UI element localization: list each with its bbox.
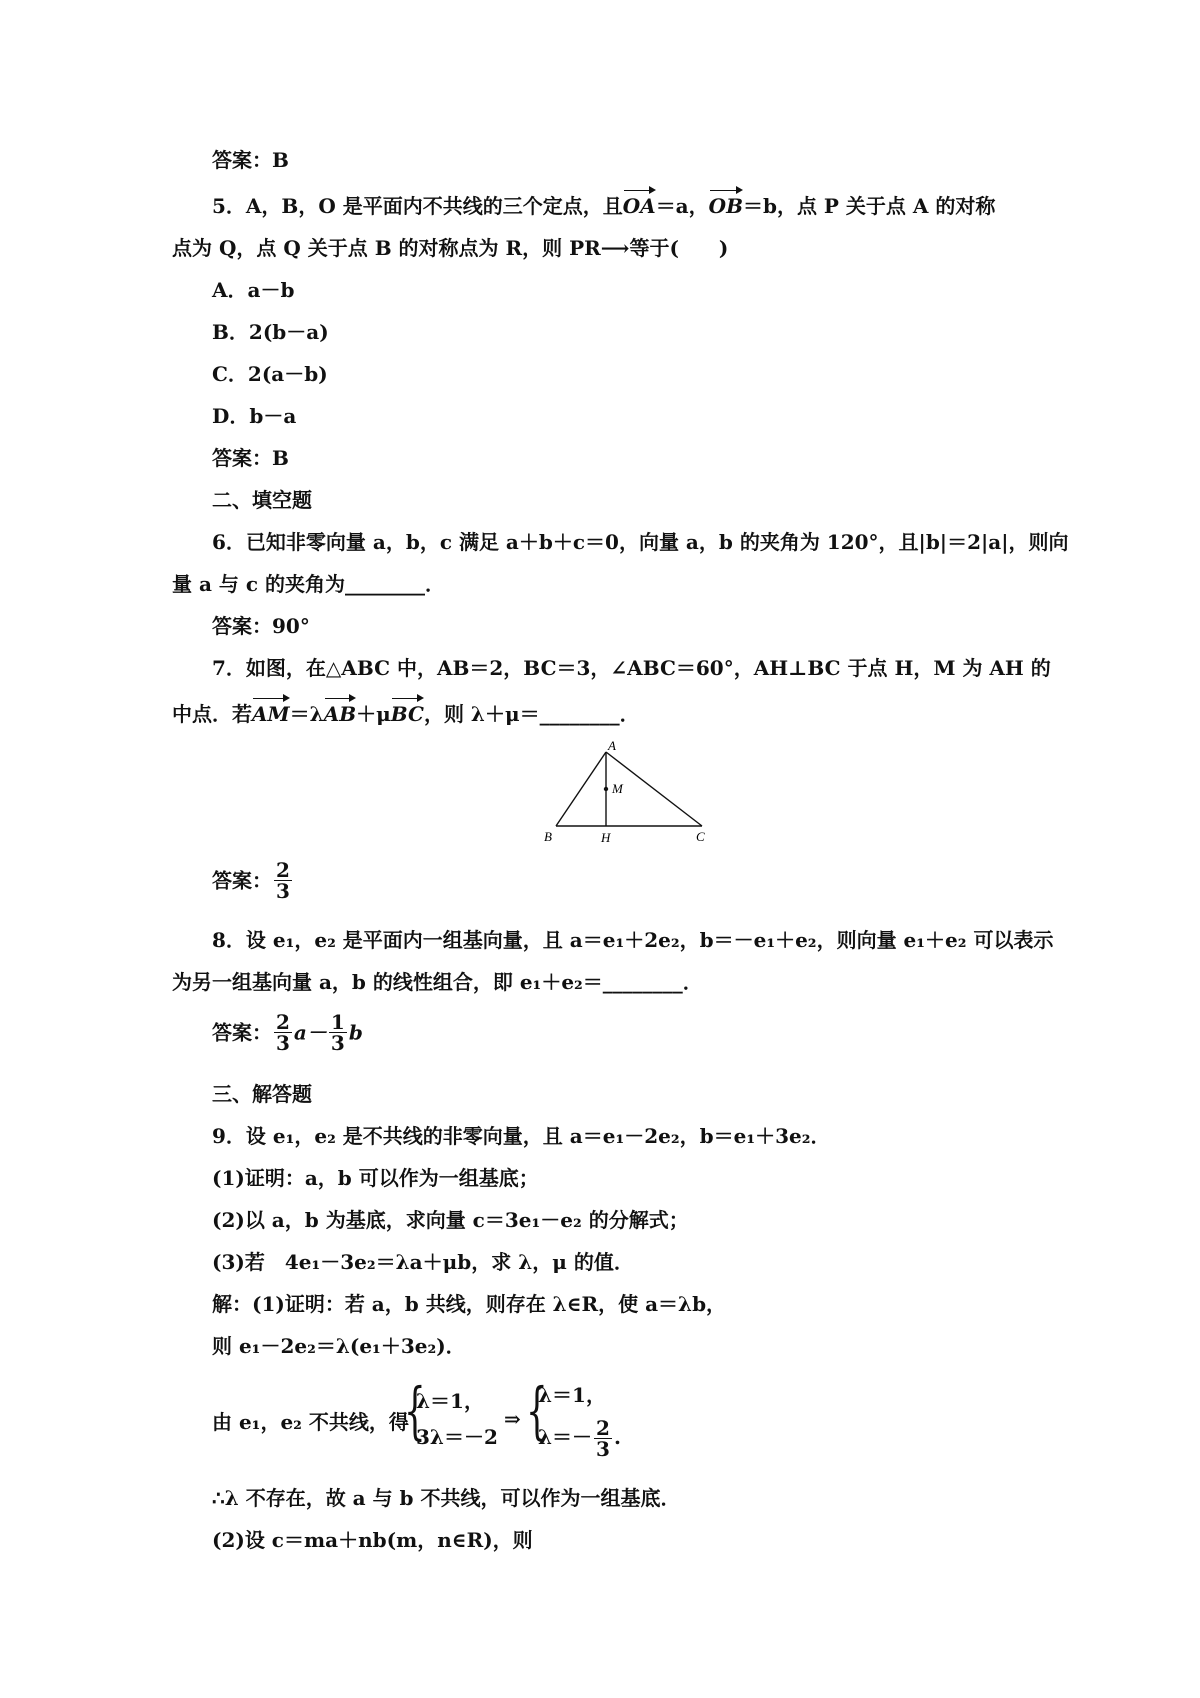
system-2-eq-1: λ＝1， <box>538 1383 606 1407</box>
answer-6: 答案：90° <box>212 614 310 638</box>
segment-ab <box>556 752 606 826</box>
triangle-figure <box>540 740 720 850</box>
question-7-line-2: 中点．若AM＝λAB＋μBC，则 λ＋μ＝________． <box>172 702 640 726</box>
solution-line-1: 解：(1)证明：若 a，b 共线，则存在 λ∈R，使 a＝λb， <box>212 1292 727 1316</box>
answer-8: 答案： $\frac{2}{3}$ a－ $\frac{1}{3}$ b <box>212 1010 363 1055</box>
label-a: A <box>608 740 616 753</box>
answer-4: 答案：B <box>212 148 289 172</box>
label-m: M <box>612 781 623 796</box>
brace-system-1: { <box>404 1374 426 1447</box>
question-8-line-1: 8．设 e₁，e₂ 是平面内一组基向量，且 a＝e₁＋2e₂，b＝－e₁＋e₂，则向量 e₁＋e₂ 可以表示 <box>212 928 1054 952</box>
brace-system-2: { <box>526 1374 548 1447</box>
question-6-line-1: 6．已知非零向量 a，b，c 满足 a＋b＋c＝0，向量 a，b 的夹角为 120°，且|b|＝2|a|，则向 <box>212 530 1069 554</box>
label-b: B <box>544 829 552 844</box>
point-m <box>604 787 608 791</box>
solution-line-4: ∴λ 不存在，故 a 与 b 不共线，可以作为一组基底． <box>212 1486 681 1510</box>
solution-line-5: (2)设 c＝ma＋nb(m，n∈R)，则 <box>212 1528 533 1552</box>
solution-line-2: 则 e₁－2e₂＝λ(e₁＋3e₂)． <box>212 1334 466 1358</box>
implies-arrow: ⇒ <box>504 1407 521 1431</box>
system-1-eq-2: 3λ＝－2 <box>416 1425 498 1449</box>
option-d: D．b－a <box>212 404 297 428</box>
section-solution-heading: 三、解答题 <box>212 1082 312 1106</box>
question-6-line-2: 量 a 与 c 的夹角为________． <box>172 572 445 596</box>
label-c: C <box>696 829 705 844</box>
system-1-eq-1: λ＝1， <box>416 1389 484 1413</box>
option-b: B．2(b－a) <box>212 320 329 344</box>
question-9-part-3: (3)若 4e₁－3e₂＝λa＋μb，求 λ，μ 的值． <box>212 1250 634 1274</box>
question-8-line-2: 为另一组基向量 a，b 的线性组合，即 e₁＋e₂＝________． <box>172 970 703 994</box>
option-a: A．a－b <box>212 278 295 302</box>
label-h: H <box>601 830 611 845</box>
system-2-eq-2: λ＝－ $\frac{2}{3}$ . <box>538 1416 621 1461</box>
question-5-line-2: 点为 Q，点 Q 关于点 B 的对称点为 R，则 PR⟶等于( ) <box>172 236 729 260</box>
section-fill-blank-heading: 二、填空题 <box>212 488 312 512</box>
question-9-part-2: (2)以 a，b 为基底，求向量 c＝3e₁－e₂ 的分解式； <box>212 1208 689 1232</box>
question-7-line-1: 7．如图，在△ABC 中，AB＝2，BC＝3，∠ABC＝60°，AH⊥BC 于点 H，M 为 AH 的 <box>212 656 1051 680</box>
solution-line-3: 由 e₁，e₂ 不共线，得 <box>212 1410 409 1434</box>
question-9-line-1: 9．设 e₁，e₂ 是不共线的非零向量，且 a＝e₁－2e₂，b＝e₁＋3e₂． <box>212 1124 831 1148</box>
answer-5: 答案：B <box>212 446 289 470</box>
answer-7: 答案： $\frac{2}{3}$ <box>212 858 290 903</box>
question-9-part-1: (1)证明：a，b 可以作为一组基底； <box>212 1166 539 1190</box>
question-5-line-1: 5．A，B，O 是平面内不共线的三个定点，且OA＝a，OB＝b，点 P 关于点 A 的对称 <box>212 194 996 218</box>
option-c: C．2(a－b) <box>212 362 328 386</box>
